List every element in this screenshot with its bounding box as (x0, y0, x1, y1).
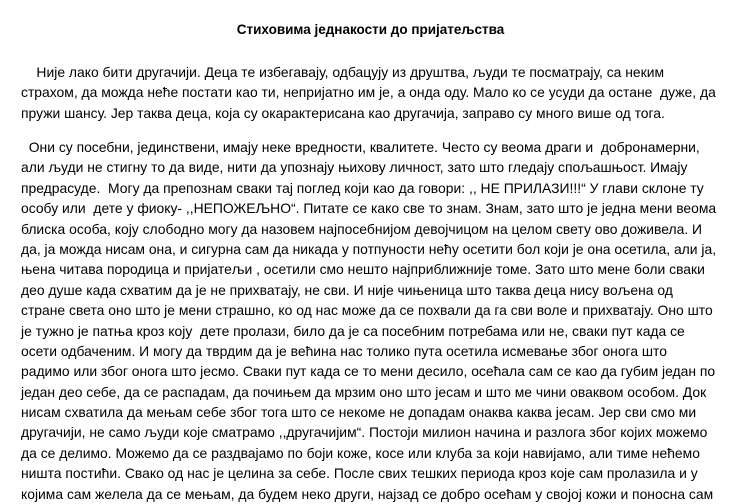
text-line: блиска особа, коју слободно могу да назовем најпосебнијом девојчицом на целом свету ово доживела. И (21, 220, 703, 237)
text-line: да се делимо. Можемо да се раздвајамо по боји коже, косе или клуба за који навијамо, али тиме нећемо (21, 444, 700, 461)
text-line: особу или дете у фиоку- ,,НЕПОЖЕЉНО“. Питате се како све то знам. Знам, зато што је једна мени веома (21, 200, 717, 217)
text-line: страхом, да можда неће постати као ти, непријатно им је, а онда оду. Мало ко се усуди да остане дуже, да (21, 84, 716, 101)
text-line: нисам схватила да мењам себе због тога што се некоме не допадам онаква каква јесам. Јер сви смо ми (21, 404, 697, 421)
text-line: Они су посебни, јединствени, имају неке вредности, квалитете. Често су веома драги и добронамерни, (21, 139, 700, 155)
text-line: део душе када схватим да је не прихватају, не сви. И није чињеница што таква деца нису вољена од (21, 281, 673, 298)
text-line: другачији, не само људи које сматрамо ,,другачијим“. Постоји милион начина и разлога због којих можемо (21, 424, 708, 441)
paragraph-1 (0, 62, 741, 123)
paragraph-2 (0, 137, 741, 504)
text-line: да, ја можда нисам она, и сигурна сам да никада у потпуности нећу осетити бол који је она осетила, али ја, (21, 240, 717, 257)
text-line: којима сам желела да се мењам, да будем неко други, најзад се добро осећам у својој кожи и поносна сам (21, 485, 714, 502)
document-title: Стиховима једнакости до пријатељства (236, 22, 505, 37)
text-line: стране света оно што је мени страшно, ко од нас може да се похвали да га сви воле и прихватају. Оно што (21, 302, 713, 319)
text-line: један део себе, да се распадам, да почињем да мрзим оно што јесам и што ме чини оваквом особом. Док (21, 383, 707, 400)
text-line: њена читава породица и пријатељи , осетили смо нешто најприближније томе. Зато што мене боли сваки (21, 261, 705, 278)
text-line: осети одбаченим. И могу да тврдим да је већина нас толико пута осетила исмевање због онога што (21, 342, 667, 359)
text-line: радимо или због онога што јесмо. Сваки пут када се то мени десило, осећала сам се као да губим један по (21, 363, 716, 380)
text-line: ништа постићи. Свако од нас је целина за себе. После свих тешких периода кроз које сам пролазила и у (21, 465, 698, 482)
text-line: пружи шансу. Јер таква деца, која су окарактерисана као другачија, заправо су много више од тога. (21, 104, 665, 121)
text-line: Није лако бити другачији. Деца те избегавају, одбацују из друштва, људи те посматрају, са неким (21, 64, 665, 80)
text-line: предрасуде. Могу да препознам сваки тај поглед који као да говори: ,, НЕ ПРИЛАЗИ!!!“ У глави склоне ту (21, 179, 704, 196)
text-line: је тужно је патња кроз коју дете пролази, било да је са посебним потребама или не, сваки пут када се (21, 322, 685, 339)
text-line: али људи не стигну то да виде, нити да упознају њихову личност, зато што гледају спољашњост. Имају (21, 159, 688, 176)
